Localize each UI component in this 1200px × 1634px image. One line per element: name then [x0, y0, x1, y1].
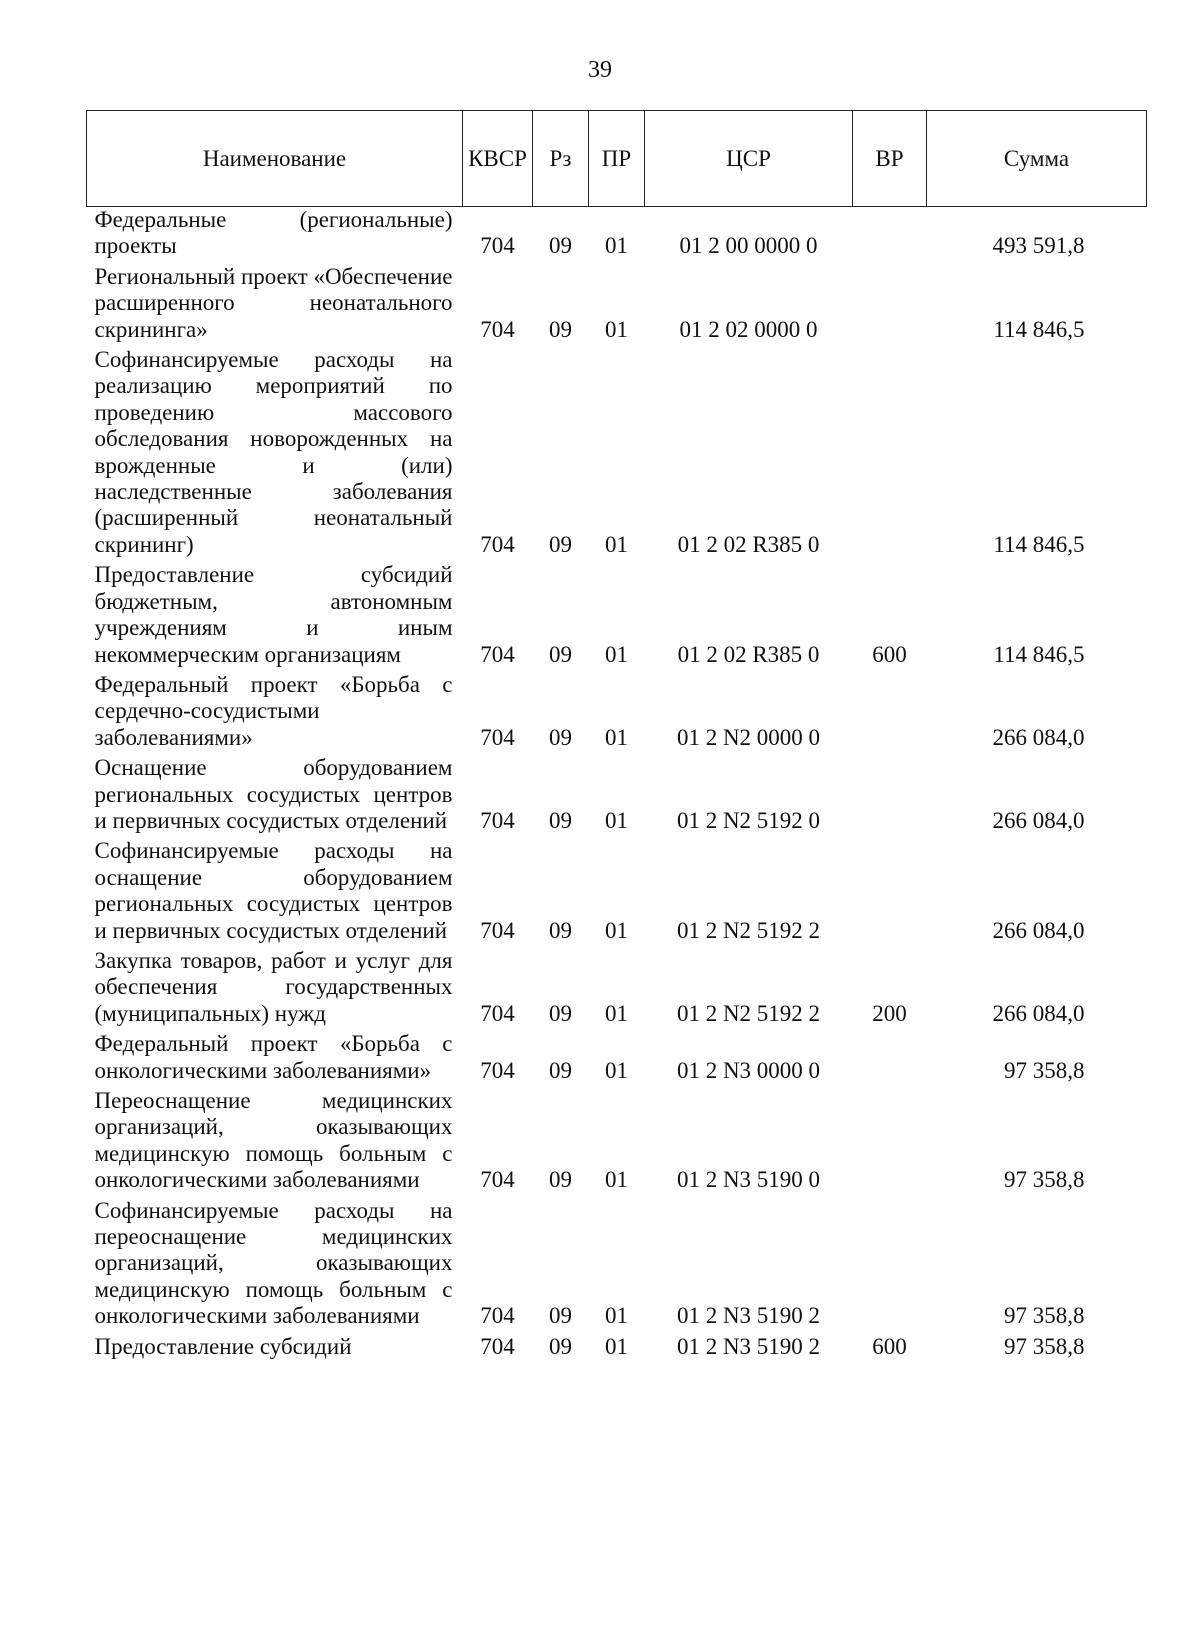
row-rz: 09 — [549, 724, 572, 750]
row-sum: 266 084,0 — [992, 724, 1085, 750]
row-name-text: Переоснащение медицинских организаций, оказывающих медицинскую помощь больным с онкологическими заболеваниями — [94, 1088, 453, 1193]
row-csr: 01 2 N2 5192 2 — [676, 1000, 821, 1026]
row-sum: 266 084,0 — [992, 917, 1085, 943]
row-pr: 01 — [605, 316, 628, 342]
row-csr: 01 2 N2 5192 2 — [676, 917, 821, 943]
row-rz: 09 — [549, 316, 572, 342]
row-name — [87, 264, 463, 347]
row-sum: 493 591,8 — [992, 233, 1085, 259]
budget-table — [86, 110, 1147, 1364]
row-rz: 09 — [549, 1000, 572, 1026]
row-name — [87, 1198, 463, 1334]
row-kvsr: 704 — [480, 531, 515, 557]
row-vr — [853, 672, 927, 755]
header-name: Наименование — [87, 111, 463, 207]
row-name-text: Софинансируемые расходы на переоснащение медицинских организаций, оказывающих медицинскую помощь больным с онкологическими заболеваниями — [94, 1197, 453, 1329]
row-vr — [853, 838, 927, 948]
table-row — [87, 755, 1147, 838]
row-csr: 01 2 N3 0000 0 — [676, 1057, 821, 1083]
row-name — [87, 1334, 463, 1364]
row-vr — [853, 1031, 927, 1088]
row-csr: 01 2 N3 5190 2 — [676, 1333, 821, 1359]
row-name-text: Предоставление субсидий бюджетным, автономным учреждениям и иным некоммерческим организациям — [94, 562, 453, 667]
table-row — [87, 838, 1147, 948]
row-kvsr: 704 — [480, 1333, 515, 1359]
row-vr: 600 — [872, 1333, 907, 1359]
row-name-text: Закупка товаров, работ и услуг для обеспечения государственных (муниципальных) нужд — [94, 947, 453, 1026]
table-row — [87, 1031, 1147, 1088]
row-rz: 09 — [549, 1057, 572, 1083]
row-rz: 09 — [549, 1167, 572, 1193]
row-pr: 01 — [605, 807, 628, 833]
table-row — [87, 562, 1147, 672]
row-pr: 01 — [605, 233, 628, 259]
row-kvsr: 704 — [480, 1057, 515, 1083]
row-kvsr: 704 — [480, 1000, 515, 1026]
table-row — [87, 1088, 1147, 1198]
row-vr — [853, 207, 927, 264]
row-sum: 97 358,8 — [1004, 1167, 1085, 1193]
row-kvsr: 704 — [480, 724, 515, 750]
row-name — [87, 755, 463, 838]
row-sum: 266 084,0 — [992, 1000, 1085, 1026]
row-name — [87, 562, 463, 672]
row-rz: 09 — [549, 531, 572, 557]
row-name-text: Оснащение оборудованием региональных сосудистых центров и первичных сосудистых отделений — [94, 755, 453, 833]
row-name — [87, 948, 463, 1031]
row-pr: 01 — [605, 1167, 628, 1193]
row-rz: 09 — [549, 917, 572, 943]
table-body — [87, 207, 1147, 1365]
row-csr: 01 2 N3 5190 2 — [676, 1303, 821, 1329]
header-row — [87, 111, 1147, 207]
row-csr: 01 2 02 0000 0 — [679, 316, 818, 342]
row-csr: 01 2 02 R385 0 — [677, 531, 820, 557]
row-pr: 01 — [605, 1000, 628, 1026]
row-pr: 01 — [605, 531, 628, 557]
row-pr: 01 — [605, 1333, 628, 1359]
row-vr: 200 — [872, 1000, 907, 1026]
header-kvsr: КВСР — [463, 111, 533, 207]
row-kvsr: 704 — [480, 1303, 515, 1329]
header-csr: ЦСР — [645, 111, 853, 207]
row-kvsr: 704 — [480, 641, 515, 667]
page-number: 39 — [588, 57, 612, 83]
row-name-text: Федеральный проект «Борьба с онкологическими заболеваниями» — [94, 1031, 453, 1083]
table-header — [87, 111, 1147, 207]
row-vr — [853, 347, 927, 562]
table-row — [87, 1198, 1147, 1334]
row-name — [87, 1031, 463, 1088]
row-rz: 09 — [549, 1333, 572, 1359]
row-pr: 01 — [605, 724, 628, 750]
row-name — [87, 838, 463, 948]
table-row — [87, 207, 1147, 264]
row-name-text: Софинансируемые расходы на оснащение оборудованием региональных сосудистых центров и первичных сосудистых отделений — [94, 838, 453, 943]
row-sum: 266 084,0 — [992, 807, 1085, 833]
row-vr — [853, 1088, 927, 1198]
row-vr: 600 — [872, 641, 907, 667]
row-kvsr: 704 — [480, 807, 515, 833]
row-csr: 01 2 N2 0000 0 — [676, 724, 821, 750]
row-name — [87, 672, 463, 755]
row-name-text: Предоставление субсидий — [94, 1333, 352, 1359]
row-name-text: Софинансируемые расходы на реализацию мероприятий по проведению массового обследования новорожденных на врожденные и (или) наследственные заболевания (расширенный неонатальный скрининг) — [94, 347, 453, 557]
row-pr: 01 — [605, 641, 628, 667]
row-name-text: Региональный проект «Обеспечение расширенного неонатального скрининга» — [94, 263, 453, 342]
row-name — [87, 207, 463, 264]
header-sum: Сумма — [927, 111, 1147, 207]
row-name-text: Федеральный проект «Борьба с сердечно-сосудистыми заболеваниями» — [94, 671, 453, 750]
table-row — [87, 264, 1147, 347]
row-name — [87, 1088, 463, 1198]
row-kvsr: 704 — [480, 233, 515, 259]
row-csr: 01 2 02 R385 0 — [677, 641, 820, 667]
row-kvsr: 704 — [480, 917, 515, 943]
row-vr — [853, 755, 927, 838]
row-rz: 09 — [549, 233, 572, 259]
table-row — [87, 672, 1147, 755]
row-rz: 09 — [549, 1303, 572, 1329]
row-csr: 01 2 00 0000 0 — [679, 233, 818, 259]
table-row — [87, 347, 1147, 562]
header-pr: ПР — [589, 111, 645, 207]
row-name-text: Федеральные (региональные) проекты — [94, 207, 453, 259]
row-sum: 114 846,5 — [993, 531, 1085, 557]
row-sum: 97 358,8 — [1004, 1333, 1085, 1359]
row-kvsr: 704 — [480, 316, 515, 342]
row-kvsr: 704 — [480, 1167, 515, 1193]
header-rz: Рз — [533, 111, 589, 207]
row-csr: 01 2 N2 5192 0 — [676, 807, 821, 833]
row-sum: 114 846,5 — [993, 641, 1085, 667]
row-vr — [853, 1198, 927, 1334]
row-sum: 97 358,8 — [1004, 1057, 1085, 1083]
row-sum: 114 846,5 — [993, 316, 1085, 342]
table-row — [87, 948, 1147, 1031]
row-rz: 09 — [549, 807, 572, 833]
row-vr — [853, 264, 927, 347]
row-sum: 97 358,8 — [1004, 1303, 1085, 1329]
row-name — [87, 347, 463, 562]
row-rz: 09 — [549, 641, 572, 667]
row-pr: 01 — [605, 1303, 628, 1329]
header-vr: ВР — [853, 111, 927, 207]
row-pr: 01 — [605, 1057, 628, 1083]
table-row — [87, 1334, 1147, 1364]
row-pr: 01 — [605, 917, 628, 943]
row-csr: 01 2 N3 5190 0 — [676, 1167, 821, 1193]
